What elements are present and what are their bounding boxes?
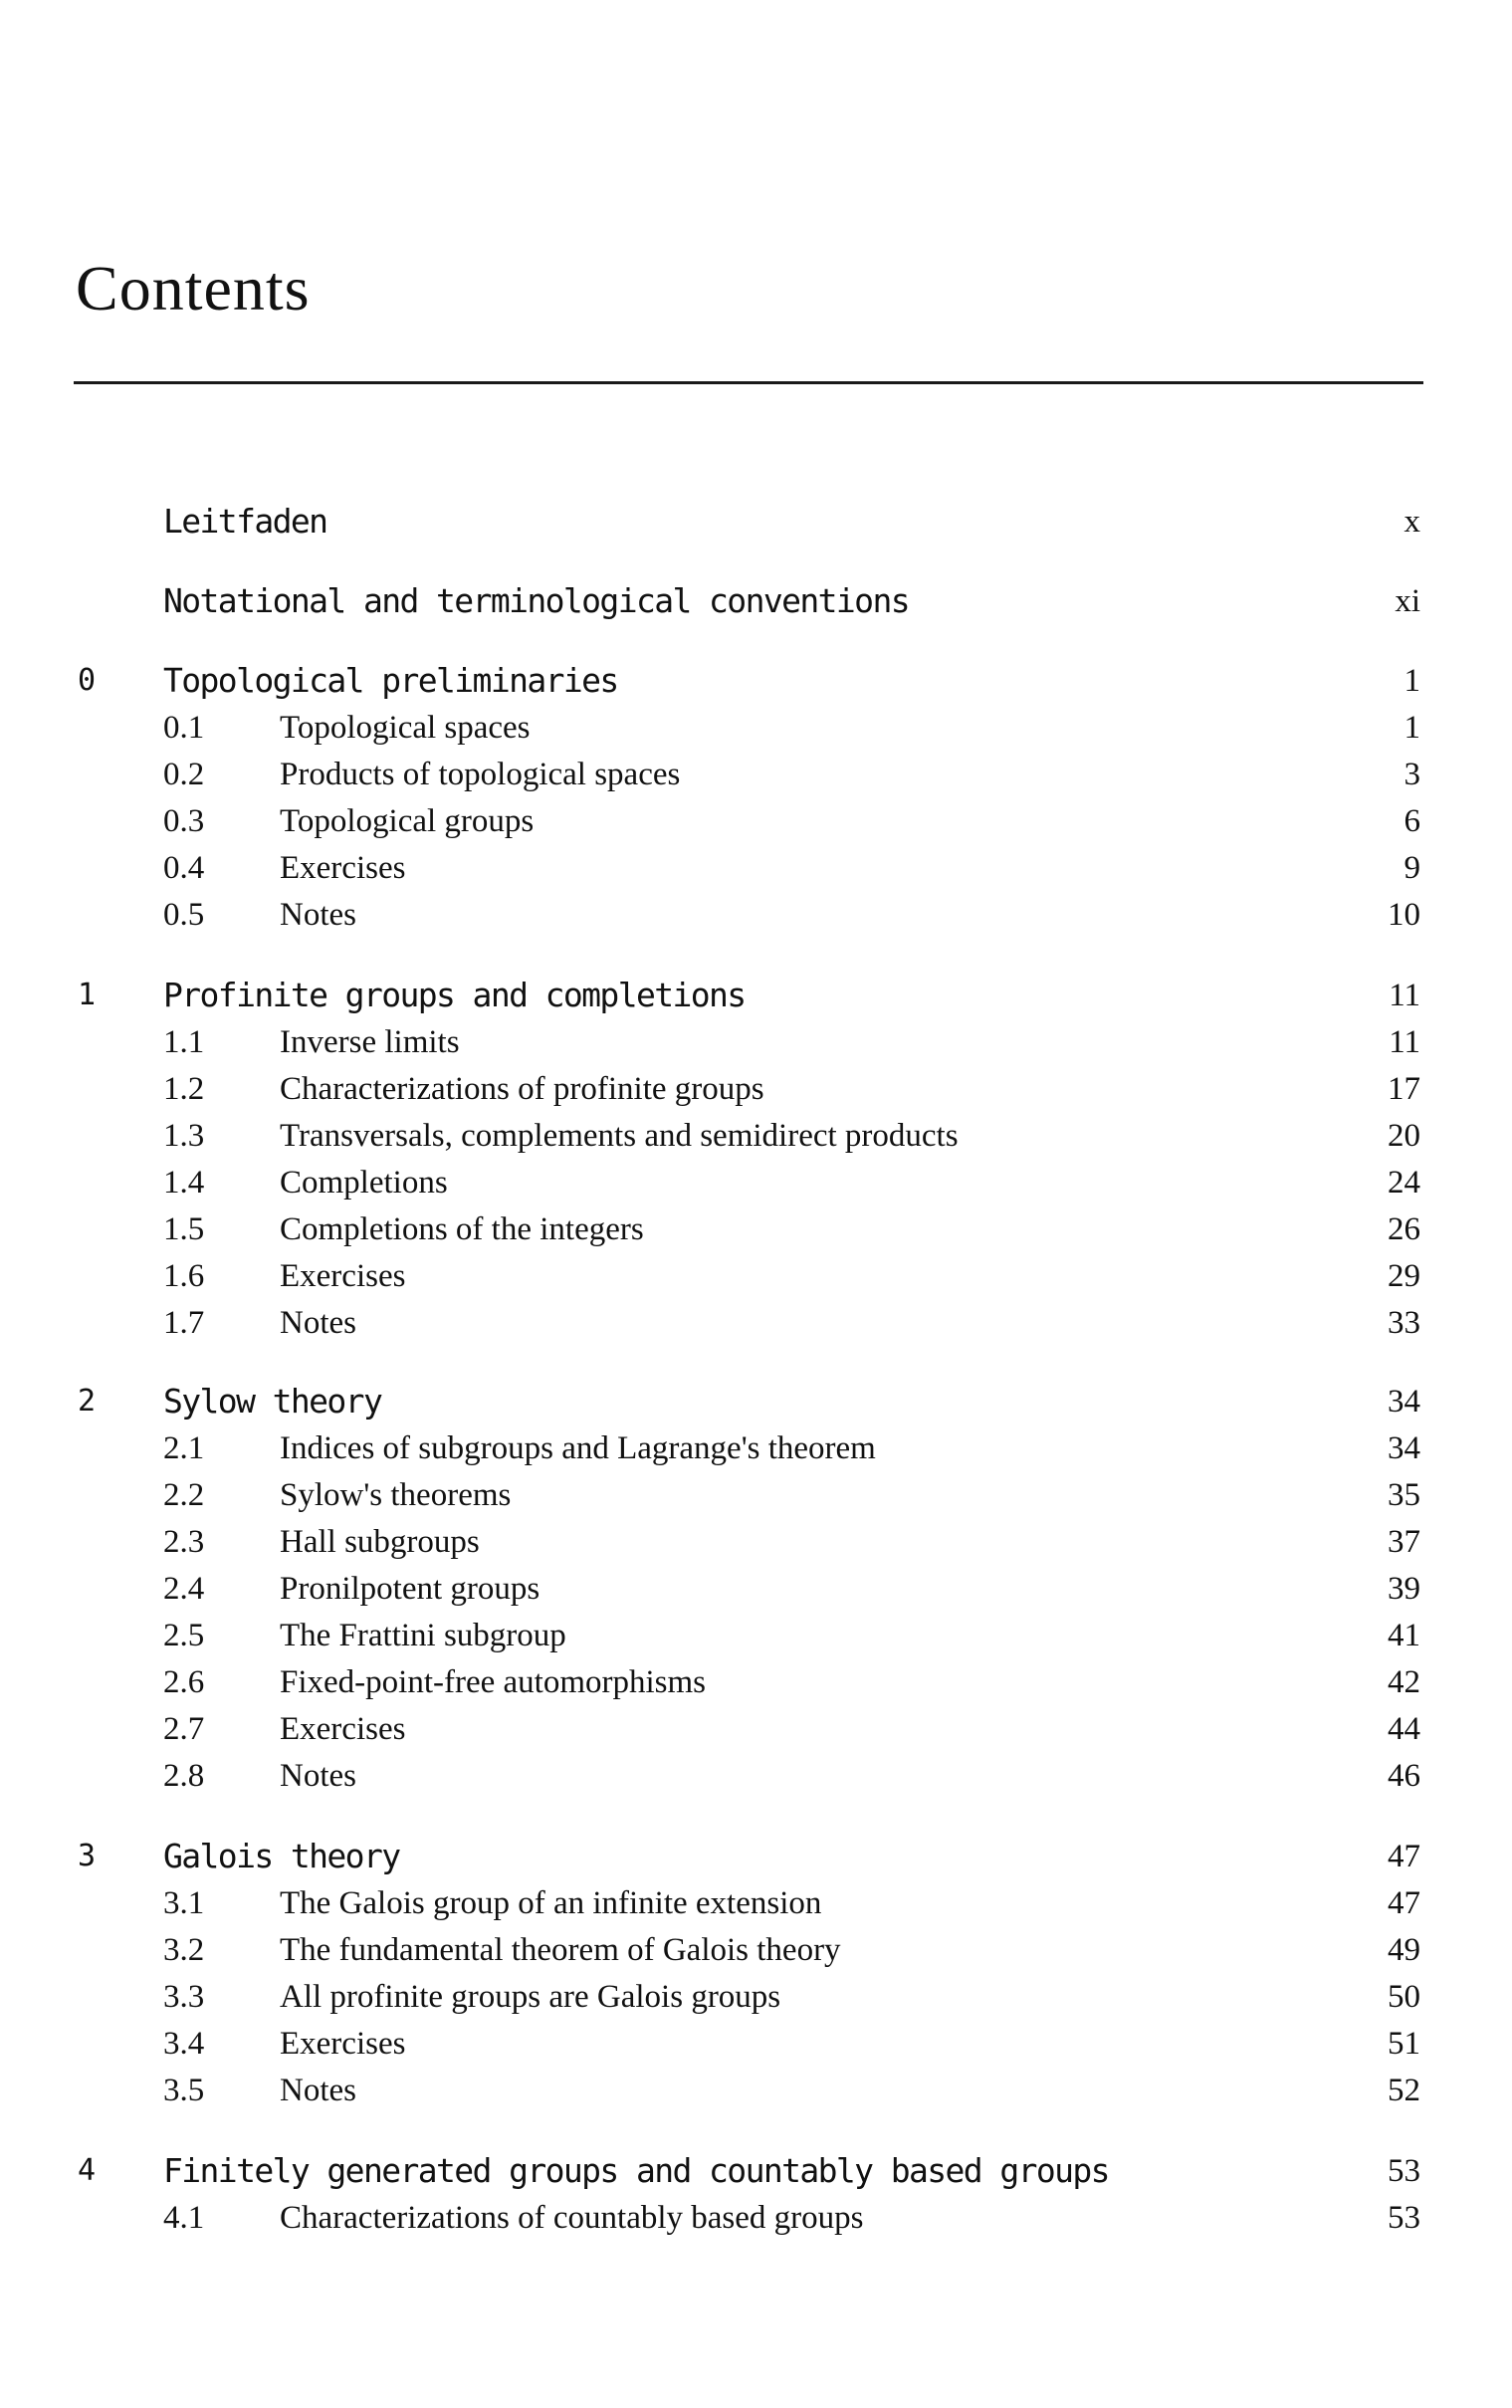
- toc-chapter-entry[interactable]: [0, 661, 1512, 701]
- toc-chapter-entry[interactable]: [0, 2151, 1512, 2191]
- section-page: 6: [1404, 803, 1420, 839]
- toc-section-entry[interactable]: [0, 1428, 1512, 1468]
- section-title: The Frattini subgroup: [280, 1618, 566, 1653]
- toc-chapter-entry[interactable]: [0, 1382, 1512, 1422]
- section-page: 34: [1388, 1430, 1420, 1466]
- toc-section-entry[interactable]: [0, 1069, 1512, 1109]
- section-number: 1.5: [163, 1211, 205, 1247]
- section-title: Notes: [280, 1305, 356, 1341]
- section-page: 1: [1404, 710, 1420, 746]
- section-page: 39: [1388, 1571, 1420, 1607]
- chapter-title: Sylow theory: [163, 1382, 382, 1421]
- section-page: 29: [1388, 1258, 1420, 1294]
- section-number: 4.1: [163, 2200, 205, 2236]
- section-page: 49: [1388, 1932, 1420, 1968]
- section-title: The fundamental theorem of Galois theory: [280, 1932, 841, 1968]
- toc-section-entry[interactable]: [0, 1163, 1512, 1203]
- section-title: Topological groups: [280, 803, 535, 839]
- section-number: 0.1: [163, 710, 205, 746]
- chapter-title: Profinite groups and completions: [163, 976, 746, 1014]
- section-page: 42: [1388, 1664, 1420, 1700]
- toc-section-entry[interactable]: [0, 1475, 1512, 1515]
- section-title: Sylow's theorems: [280, 1477, 512, 1513]
- toc-section-entry[interactable]: [0, 848, 1512, 888]
- chapter-page: 34: [1388, 1384, 1420, 1420]
- toc-section-entry[interactable]: [0, 1116, 1512, 1156]
- section-number: 2.3: [163, 1524, 205, 1560]
- section-page: 20: [1388, 1118, 1420, 1154]
- chapter-title: Galois theory: [163, 1837, 400, 1875]
- section-number: 0.3: [163, 803, 205, 839]
- section-title: All profinite groups are Galois groups: [280, 1979, 781, 2015]
- toc-section-entry[interactable]: [0, 708, 1512, 748]
- section-number: 2.8: [163, 1758, 205, 1794]
- section-number: 1.6: [163, 1258, 205, 1294]
- section-title: Fixed-point-free automorphisms: [280, 1664, 707, 1700]
- chapter-number: 4: [78, 2153, 97, 2188]
- section-title: Topological spaces: [280, 710, 531, 746]
- toc-section-entry[interactable]: [0, 1883, 1512, 1923]
- section-title: Notes: [280, 1758, 356, 1794]
- section-number: 0.4: [163, 850, 205, 886]
- chapter-title: Topological preliminaries: [163, 661, 618, 700]
- section-page: 24: [1388, 1165, 1420, 1201]
- section-number: 2.5: [163, 1618, 205, 1653]
- section-number: 0.5: [163, 897, 205, 933]
- toc-chapter-entry[interactable]: [0, 1837, 1512, 1876]
- section-title: Pronilpotent groups: [280, 1571, 540, 1607]
- toc-entry-title: Leitfaden: [163, 502, 327, 541]
- section-page: 26: [1388, 1211, 1420, 1247]
- section-title: Characterizations of countably based groups: [280, 2200, 864, 2236]
- section-number: 2.1: [163, 1430, 205, 1466]
- toc-section-entry[interactable]: [0, 801, 1512, 841]
- section-page: 10: [1388, 897, 1420, 933]
- section-page: 17: [1388, 1071, 1420, 1107]
- section-number: 2.6: [163, 1664, 205, 1700]
- section-title: Notes: [280, 2073, 356, 2108]
- section-title: Exercises: [280, 1711, 406, 1747]
- toc-section-entry[interactable]: [0, 1522, 1512, 1562]
- section-page: 52: [1388, 2073, 1420, 2108]
- chapter-number: 3: [78, 1839, 97, 1873]
- section-title: The Galois group of an infinite extension: [280, 1885, 822, 1921]
- section-number: 2.2: [163, 1477, 205, 1513]
- section-page: 53: [1388, 2200, 1420, 2236]
- section-number: 3.4: [163, 2026, 205, 2062]
- toc-section-entry[interactable]: [0, 1256, 1512, 1296]
- section-page: 9: [1404, 850, 1420, 886]
- toc-section-entry[interactable]: [0, 1022, 1512, 1062]
- section-title: Exercises: [280, 1258, 406, 1294]
- section-title: Notes: [280, 897, 356, 933]
- toc-section-entry[interactable]: [0, 1930, 1512, 1970]
- toc-entry-title: Notational and terminological conventions: [163, 581, 909, 620]
- section-number: 3.5: [163, 2073, 205, 2108]
- chapter-page: 47: [1388, 1839, 1420, 1874]
- toc-section-entry[interactable]: [0, 1662, 1512, 1702]
- section-title: Completions: [280, 1165, 448, 1201]
- toc-section-entry[interactable]: [0, 2071, 1512, 2110]
- section-page: 37: [1388, 1524, 1420, 1560]
- section-page: 44: [1388, 1711, 1420, 1747]
- chapter-number: 0: [78, 663, 97, 698]
- section-title: Exercises: [280, 850, 406, 886]
- toc-section-entry[interactable]: [0, 1756, 1512, 1796]
- section-number: 1.4: [163, 1165, 205, 1201]
- section-number: 1.1: [163, 1024, 205, 1060]
- toc-front-entry[interactable]: [0, 502, 1512, 542]
- section-page: 46: [1388, 1758, 1420, 1794]
- section-page: 47: [1388, 1885, 1420, 1921]
- section-number: 1.7: [163, 1305, 205, 1341]
- toc-front-entry[interactable]: [0, 581, 1512, 621]
- chapter-page: 53: [1388, 2153, 1420, 2189]
- section-number: 3.3: [163, 1979, 205, 2015]
- section-title: Transversals, complements and semidirect products: [280, 1118, 959, 1154]
- chapter-page: 11: [1389, 978, 1420, 1013]
- toc-section-entry[interactable]: [0, 1616, 1512, 1655]
- section-page: 51: [1388, 2026, 1420, 2062]
- section-title: Products of topological spaces: [280, 757, 681, 792]
- section-number: 2.4: [163, 1571, 205, 1607]
- section-number: 1.3: [163, 1118, 205, 1154]
- section-number: 3.2: [163, 1932, 205, 1968]
- chapter-number: 2: [78, 1384, 97, 1419]
- section-number: 0.2: [163, 757, 205, 792]
- toc-entry-page: x: [1404, 504, 1420, 540]
- section-number: 2.7: [163, 1711, 205, 1747]
- section-page: 35: [1388, 1477, 1420, 1513]
- section-number: 1.2: [163, 1071, 205, 1107]
- toc-section-entry[interactable]: [0, 1209, 1512, 1249]
- chapter-number: 1: [78, 978, 97, 1012]
- section-page: 41: [1388, 1618, 1420, 1653]
- section-page: 33: [1388, 1305, 1420, 1341]
- chapter-page: 1: [1404, 663, 1420, 699]
- section-title: Indices of subgroups and Lagrange's theorem: [280, 1430, 876, 1466]
- toc-section-entry[interactable]: [0, 755, 1512, 794]
- toc-section-entry[interactable]: [0, 895, 1512, 935]
- toc-section-entry[interactable]: [0, 2198, 1512, 2238]
- section-page: 50: [1388, 1979, 1420, 2015]
- section-title: Hall subgroups: [280, 1524, 480, 1560]
- section-page: 11: [1389, 1024, 1420, 1060]
- chapter-title: Finitely generated groups and countably based groups: [163, 2151, 1109, 2190]
- section-title: Inverse limits: [280, 1024, 460, 1060]
- toc-section-entry[interactable]: [0, 1709, 1512, 1749]
- section-page: 3: [1404, 757, 1420, 792]
- page-title: Contents: [76, 253, 311, 324]
- toc-entry-page: xi: [1395, 583, 1420, 619]
- toc-section-entry[interactable]: [0, 1569, 1512, 1609]
- toc-section-entry[interactable]: [0, 2024, 1512, 2064]
- section-number: 3.1: [163, 1885, 205, 1921]
- toc-section-entry[interactable]: [0, 1303, 1512, 1343]
- toc-chapter-entry[interactable]: [0, 976, 1512, 1015]
- section-title: Characterizations of profinite groups: [280, 1071, 764, 1107]
- toc-section-entry[interactable]: [0, 1977, 1512, 2017]
- section-title: Exercises: [280, 2026, 406, 2062]
- section-title: Completions of the integers: [280, 1211, 644, 1247]
